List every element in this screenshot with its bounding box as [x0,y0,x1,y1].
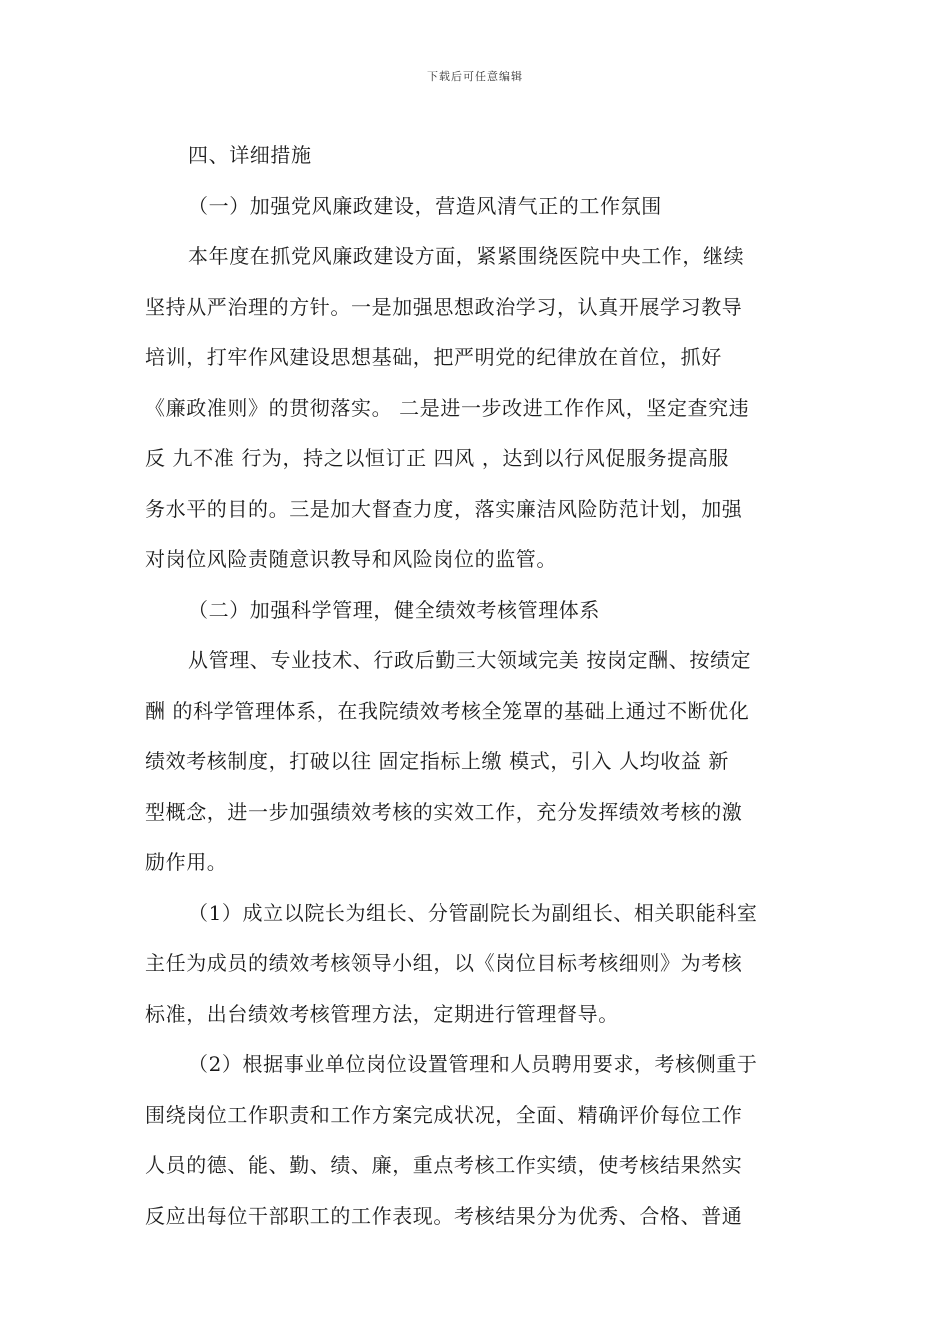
text-line: 标准，出台绩效考核管理方法，定期进行管理督导。 [145,1001,619,1026]
text-line: （1）成立以院长为组长、分管副院长为副组长、相关职能科室 [188,900,758,925]
text-line: （二）加强科学管理，健全绩效考核管理体系 [188,597,600,622]
text-line: 围绕岗位工作职责和工作方案完成状况，全面、精确评价每位工作 [145,1102,743,1127]
text-line: （一）加强党风廉政建设，营造风清气正的工作氛围 [188,193,662,218]
text-line: （2）根据事业单位岗位设置管理和人员聘用要求，考核侧重于 [188,1052,758,1076]
document-body [145,130,805,1241]
text-line: 型概念，进一步加强绩效考核的实效工作，充分发挥绩效考核的激 [145,799,743,824]
text-line: 励作用。 [145,850,228,874]
text-line: 人员的德、能、勤、绩、廉，重点考核工作实绩，使考核结果然实 [145,1153,743,1177]
text-line: 反 九不准 行为，持之以恒订正 四风 ，达到以行风促服务提高服 [145,446,730,470]
text-line: 四、详细措施 [188,143,312,167]
text-line: 对岗位风险责随意识教导和风险岗位的监管。 [145,547,557,571]
text-line: 本年度在抓党风廉政建设方面，紧紧围绕医院中央工作，继续 [188,244,745,268]
text-line: 反应出每位干部职工的工作表现。考核结果分为优秀、合格、普通 [145,1203,743,1228]
text-line: 酬 的科学管理体系，在我院绩效考核全笼罩的基础上通过不断优化 [145,698,750,723]
text-line: 培训，打牢作风建设思想基础，把严明党的纪律放在首位，抓好 [145,345,722,369]
text-line: 坚持从严治理的方针。一是加强思想政治学习，认真开展学习教导 [145,294,743,319]
text-line: 《廉政准则》的贯彻落实。 二是进一步改进工作作风，坚定查究违 [145,395,750,420]
text-line: 务水平的目的。三是加大督查力度，落实廉洁风险防范计划，加强 [145,496,743,521]
text-line: 从管理、专业技术、行政后勤三大领域完美 按岗定酬、按绩定 [188,648,752,672]
text-line: 主任为成员的绩效考核领导小组，以《岗位目标考核细则》为考核 [145,951,743,975]
text-line: 绩效考核制度，打破以往 固定指标上缴 模式，引入 人均收益 新 [145,749,730,773]
header-note: 下载后可任意编辑 [427,70,523,83]
